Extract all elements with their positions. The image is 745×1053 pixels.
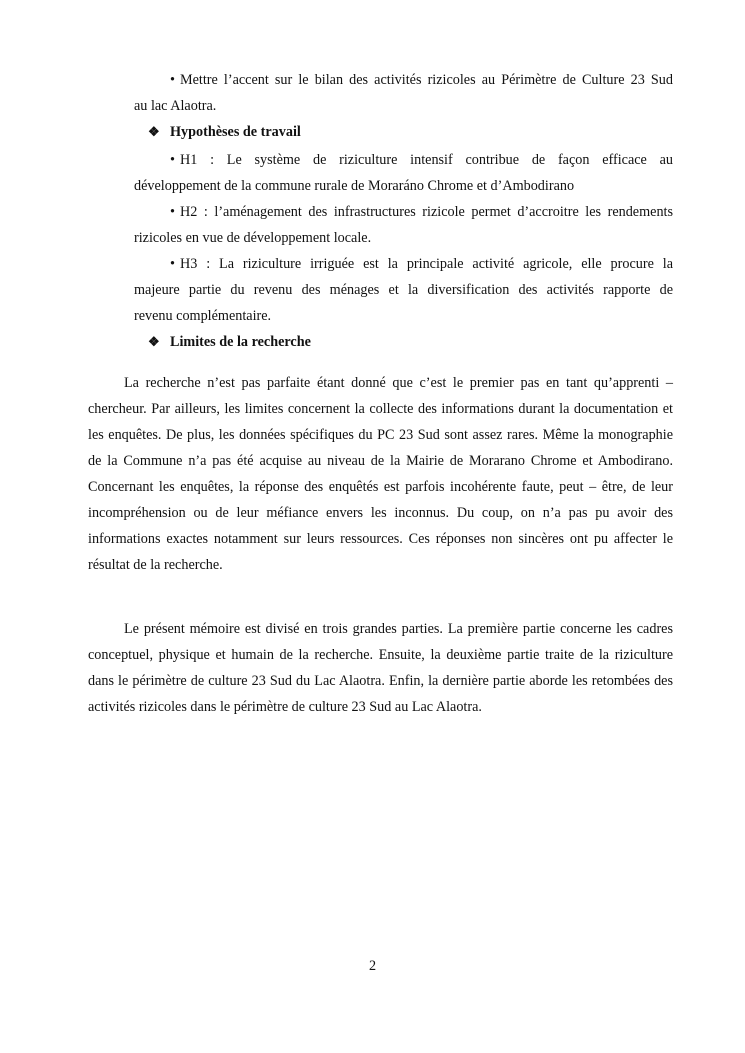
bullet-icon: •	[170, 204, 175, 220]
hypothesis-h3-line1: • H3 : La riziculture irriguée est la principale activité agricole, elle procure la	[170, 251, 673, 277]
hypotheses-heading: ❖ Hypothèses de travail	[148, 119, 668, 145]
limits-heading: ❖ Limites de la recherche	[148, 329, 668, 355]
diamond-bullet-icon: ❖	[148, 124, 160, 139]
diamond-bullet-icon: ❖	[148, 334, 160, 349]
bullet-icon: •	[170, 256, 175, 272]
hypothesis-h3-line3: revenu complémentaire.	[134, 308, 272, 324]
hypothesis-h1-line2: développement de la commune rurale de Moraráno Chrome et d’Ambodirano	[134, 178, 575, 194]
limits-paragraph: La recherche n’est pas parfaite étant donné que c’est le premier pas en tant qu’apprenti – chercheur. Par ailleurs, les limites concernent la collecte des informations durant la documentation et les enquêtes. De plus, les données spécifiques du PC 23 Sud sont assez rares. Même la monographie de la Commune n’a pas été acquise au niveau de la Mairie de Morarano Chrome et Ambodirano. Concernant les enquêtes, la réponse des enquêtés est parfois incohérente faute, peut – être, de leur incompréhension ou de leur méfiance envers les inconnus. Du coup, on n’a pas pu avoir des informations exactes notamment sur leurs ressources. Ces réponses non sincères ont pu affecter le résultat de la recherche.	[88, 375, 673, 573]
hypothesis-h2-line1: • H2 : l’aménagement des infrastructures rizicole permet d’accroitre les rendements	[170, 199, 673, 225]
hypothesis-h1-line1: • H1 : Le système de riziculture intensif contribue de façon efficace au	[170, 147, 673, 173]
bullet-icon: •	[170, 72, 175, 88]
plan-paragraph: Le présent mémoire est divisé en trois grandes parties. La première partie concerne les cadres conceptuel, physique et humain de la recherche. Ensuite, la deuxième partie traite de la riziculture dans le périmètre de culture 23 Sud du Lac Alaotra. Enfin, la dernière partie aborde les retombées des activités rizicoles dans le périmètre de culture 23 Sud au Lac Alaotra.	[88, 621, 673, 715]
objective-item-line1: • Mettre l’accent sur le bilan des activités rizicoles au Périmètre de Culture 23 Sud	[170, 67, 673, 93]
page-number: 2	[368, 958, 377, 974]
hypothesis-h2-line2: rizicoles en vue de développement locale.	[134, 230, 372, 246]
bullet-icon: •	[170, 152, 175, 168]
objective-item-line2: au lac Alaotra.	[134, 98, 217, 114]
hypothesis-h3-line2: majeure partie du revenu des ménages et la diversification des activités rapporte de	[134, 282, 673, 298]
